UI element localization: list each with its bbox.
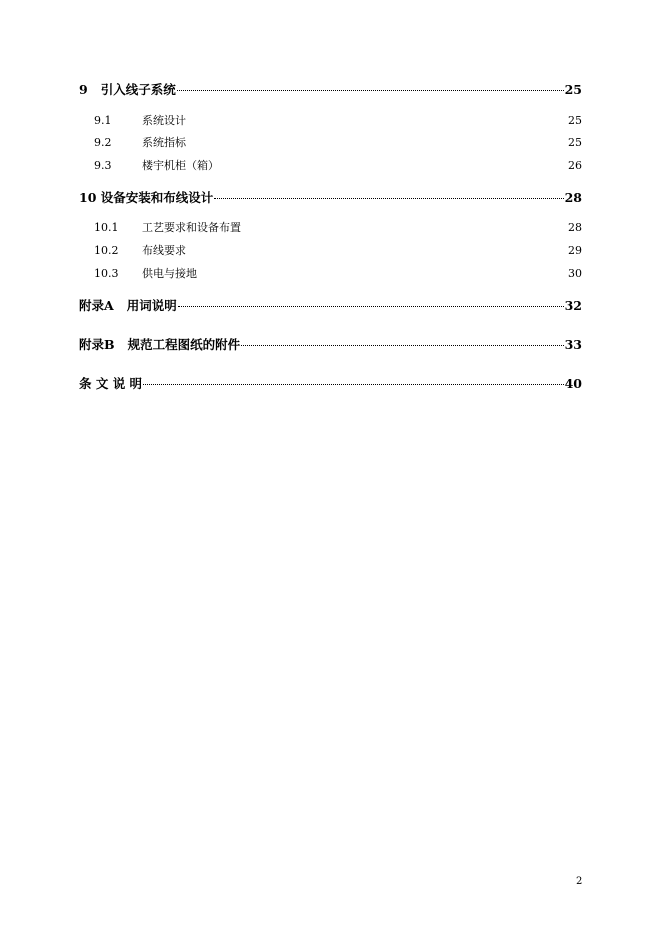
- toc-page: 25: [568, 136, 582, 149]
- toc-page: 26: [568, 159, 582, 172]
- toc-number: 10: [79, 190, 101, 205]
- toc-page: 25: [564, 82, 582, 97]
- toc-number: 9.2: [94, 136, 112, 149]
- toc-number: 10.2: [94, 244, 119, 257]
- toc-number: 附录B: [79, 337, 128, 352]
- toc-title: 供电与接地: [142, 267, 197, 280]
- toc-page: 29: [568, 244, 582, 257]
- toc-page: 28: [568, 221, 582, 234]
- dot-leader: [241, 345, 563, 346]
- toc-entry: [79, 335, 582, 353]
- toc-page: 33: [564, 337, 582, 352]
- toc-page: 25: [568, 114, 582, 127]
- toc-entry: [94, 112, 582, 128]
- toc-number: 9.1: [94, 114, 112, 127]
- toc-title: 用词说明: [126, 298, 177, 313]
- toc-title: 系统设计: [142, 114, 186, 127]
- toc-title: 条 文 说 明: [79, 376, 143, 391]
- toc-title: 规范工程图纸的附件: [127, 337, 241, 352]
- toc-title: 引入线子系统: [100, 82, 176, 97]
- toc-page: 30: [568, 267, 582, 280]
- toc-page: 32: [564, 298, 582, 313]
- toc-page: 28: [564, 190, 582, 205]
- toc-number: 9: [79, 82, 101, 97]
- page-number: 2: [576, 876, 583, 887]
- toc-number: 10.1: [94, 221, 119, 234]
- dot-leader: [143, 384, 564, 385]
- dot-leader: [178, 306, 564, 307]
- toc-entry: [94, 265, 582, 281]
- toc-entry: [94, 219, 582, 235]
- toc-number: 10.3: [94, 267, 119, 280]
- toc-entry: [79, 80, 582, 98]
- toc-entry: [94, 242, 582, 258]
- toc-page: 40: [564, 376, 582, 391]
- toc-title: 布线要求: [142, 244, 186, 257]
- toc-number: 9.3: [94, 159, 112, 172]
- toc-entry: [79, 296, 582, 314]
- dot-leader: [177, 90, 564, 91]
- toc-entry: [94, 134, 582, 150]
- toc-entry: [79, 374, 582, 392]
- toc-title: 楼宇机柜（箱）: [142, 159, 219, 172]
- toc-title: 工艺要求和设备布置: [142, 221, 241, 234]
- toc-number: 附录A: [79, 298, 127, 313]
- dot-leader: [214, 198, 563, 199]
- toc-title: 系统指标: [142, 136, 186, 149]
- toc-entry: [94, 157, 582, 173]
- toc-title: 设备安装和布线设计: [100, 190, 214, 205]
- toc-entry: [79, 188, 582, 206]
